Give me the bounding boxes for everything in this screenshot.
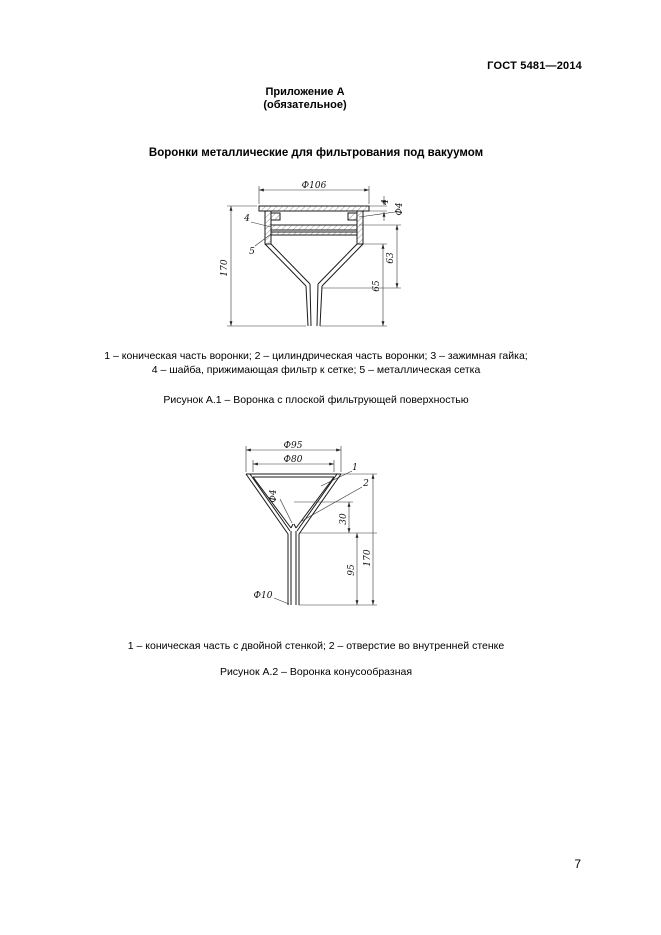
dim-label-dia-outer: Ф95 bbox=[283, 441, 303, 451]
figure-a1-caption bbox=[0, 349, 632, 377]
figure-a1-label: Рисунок А.1 – Воронка с плоской фильтрующей поверхностью bbox=[163, 394, 469, 406]
annex-subtitle: (обязательное) bbox=[263, 99, 347, 111]
dim-label-height: 170 bbox=[220, 259, 230, 277]
dim-label-hole: Ф4 bbox=[395, 202, 405, 216]
page-number: 7 bbox=[574, 857, 581, 871]
figure-a1-caption-line2: 4 – шайба, прижимающая фильтр к сетке; 5 – металлическая сетка bbox=[151, 364, 481, 376]
gost-number: ГОСТ 5481—2014 bbox=[487, 60, 582, 72]
appendix-title: Воронки металлические для фильтрования под вакуумом bbox=[148, 147, 484, 159]
dim-label-flange: 4 bbox=[381, 199, 391, 205]
figure-a2 bbox=[0, 438, 632, 630]
dim-label-dia-top: Ф106 bbox=[301, 181, 327, 191]
funnel-flat-outline bbox=[259, 206, 369, 326]
callout-hole: 2 bbox=[363, 479, 369, 489]
dim-label-hole-dia: Ф4 bbox=[269, 489, 279, 503]
dim-label-stem: 95 bbox=[347, 564, 357, 576]
callout-mesh: 5 bbox=[249, 247, 255, 257]
funnel-flat-drawing bbox=[201, 180, 431, 338]
figure-a1 bbox=[0, 180, 632, 338]
dim-label-lower: 65 bbox=[372, 280, 382, 292]
dim-label-stem-dia: Ф10 bbox=[253, 591, 273, 601]
figure-a2-label: Рисунок А.2 – Воронка конусообразная bbox=[219, 666, 413, 678]
dim-label-depth: 30 bbox=[339, 513, 349, 525]
figure-a2-caption: 1 – коническая часть с двойной стенкой; 2 – отверстие во внутренней стенке bbox=[127, 640, 505, 652]
callout-cone-wall: 1 bbox=[352, 463, 358, 473]
dim-label-upper: 63 bbox=[386, 252, 396, 264]
annex-title: Приложение А bbox=[265, 86, 345, 98]
dim-label-dia-inner: Ф80 bbox=[283, 455, 303, 465]
dim-label-height: 170 bbox=[363, 549, 373, 567]
annex-heading bbox=[0, 86, 610, 112]
callout-washer: 4 bbox=[244, 214, 250, 224]
funnel-conical-drawing bbox=[216, 438, 416, 630]
funnel-conical-outline bbox=[246, 474, 341, 605]
figure-a1-caption-line1: 1 – коническая часть воронки; 2 – цилиндрическая часть воронки; 3 – зажимная гайка; bbox=[104, 350, 528, 362]
